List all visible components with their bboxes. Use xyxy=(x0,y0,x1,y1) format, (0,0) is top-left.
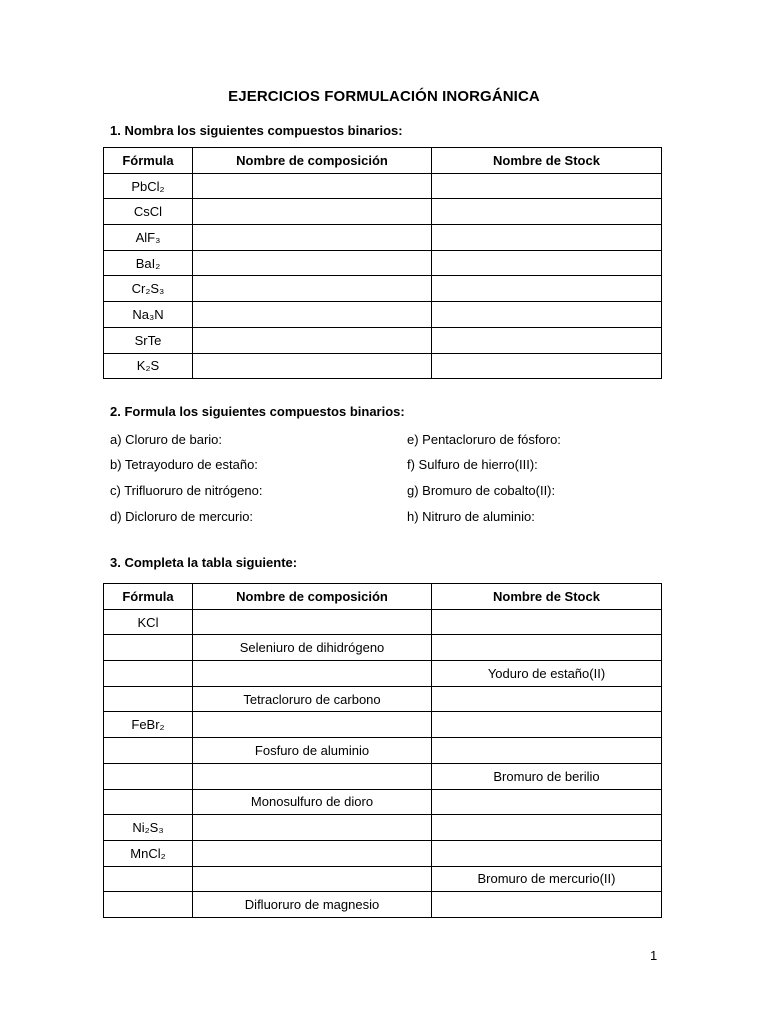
stock-cell xyxy=(432,840,662,866)
table-row xyxy=(104,327,662,353)
formula-cell: Cr₂S₃ xyxy=(104,276,193,302)
stock-cell: Yoduro de estaño(II) xyxy=(432,661,662,687)
stock-cell xyxy=(432,199,662,225)
header-formula: Fórmula xyxy=(104,584,193,610)
formula-cell: BaI₂ xyxy=(104,250,193,276)
composition-cell xyxy=(193,712,432,738)
table-header-row xyxy=(104,148,662,174)
list-item: f) Sulfuro de hierro(III): xyxy=(407,457,538,472)
stock-cell: Bromuro de mercurio(II) xyxy=(432,866,662,892)
composition-cell xyxy=(193,276,432,302)
header-composition-name: Nombre de composición xyxy=(193,584,432,610)
formula-cell xyxy=(104,789,193,815)
composition-cell: Tetracloruro de carbono xyxy=(193,686,432,712)
list-item: a) Cloruro de bario: xyxy=(110,432,222,447)
stock-cell xyxy=(432,892,662,918)
table-row xyxy=(104,635,662,661)
formula-cell xyxy=(104,892,193,918)
stock-cell xyxy=(432,327,662,353)
list-item: d) Dicloruro de mercurio: xyxy=(110,509,254,524)
list-item: h) Nitruro de aluminio: xyxy=(407,509,535,524)
stock-cell xyxy=(432,353,662,379)
stock-cell xyxy=(432,738,662,764)
composition-cell xyxy=(193,763,432,789)
stock-cell xyxy=(432,250,662,276)
table-row xyxy=(104,173,662,199)
stock-cell xyxy=(432,635,662,661)
composition-cell xyxy=(193,866,432,892)
formula-cell xyxy=(104,866,193,892)
table-row xyxy=(104,302,662,328)
stock-cell xyxy=(432,815,662,841)
section3-table xyxy=(103,583,662,918)
header-stock-name: Nombre de Stock xyxy=(432,148,662,174)
table-row xyxy=(104,276,662,302)
formula-cell xyxy=(104,738,193,764)
formula-cell: Ni₂S₃ xyxy=(104,815,193,841)
list-item: b) Tetrayoduro de estaño: xyxy=(110,457,258,472)
table-row xyxy=(104,353,662,379)
table-row xyxy=(104,840,662,866)
stock-cell xyxy=(432,712,662,738)
formula-cell: SrTe xyxy=(104,327,193,353)
stock-cell xyxy=(432,686,662,712)
stock-cell xyxy=(432,302,662,328)
formula-cell xyxy=(104,661,193,687)
formula-cell xyxy=(104,686,193,712)
table-row xyxy=(104,892,662,918)
table-row xyxy=(104,609,662,635)
composition-cell xyxy=(193,327,432,353)
table-row xyxy=(104,250,662,276)
formula-cell: AlF₃ xyxy=(104,225,193,251)
formula-cell: Na₃N xyxy=(104,302,193,328)
formula-cell: PbCl₂ xyxy=(104,173,193,199)
table-row xyxy=(104,225,662,251)
page-title: EJERCICIOS FORMULACIÓN INORGÁNICA xyxy=(228,88,540,105)
composition-cell xyxy=(193,199,432,225)
composition-cell xyxy=(193,609,432,635)
composition-cell: Fosfuro de aluminio xyxy=(193,738,432,764)
header-composition-name: Nombre de composición xyxy=(193,148,432,174)
composition-cell xyxy=(193,173,432,199)
list-item: g) Bromuro de cobalto(II): xyxy=(407,483,556,498)
formula-cell: CsCl xyxy=(104,199,193,225)
section1-heading: 1. Nombra los siguientes compuestos binarios: xyxy=(110,123,403,138)
table-row xyxy=(104,686,662,712)
stock-cell xyxy=(432,225,662,251)
formula-cell xyxy=(104,763,193,789)
stock-cell xyxy=(432,173,662,199)
formula-cell: MnCl₂ xyxy=(104,840,193,866)
formula-cell xyxy=(104,635,193,661)
composition-cell xyxy=(193,302,432,328)
formula-cell: KCl xyxy=(104,609,193,635)
stock-cell xyxy=(432,609,662,635)
section3-heading: 3. Completa la tabla siguiente: xyxy=(110,555,298,570)
formula-cell: FeBr₂ xyxy=(104,712,193,738)
composition-cell xyxy=(193,661,432,687)
stock-cell: Bromuro de berilio xyxy=(432,763,662,789)
composition-cell: Monosulfuro de dioro xyxy=(193,789,432,815)
table-row xyxy=(104,789,662,815)
formula-cell: K₂S xyxy=(104,353,193,379)
table-row xyxy=(104,866,662,892)
list-item: c) Trifluoruro de nitrógeno: xyxy=(110,483,263,498)
composition-cell xyxy=(193,353,432,379)
table-row xyxy=(104,199,662,225)
composition-cell xyxy=(193,815,432,841)
composition-cell xyxy=(193,250,432,276)
stock-cell xyxy=(432,789,662,815)
list-item: e) Pentacloruro de fósforo: xyxy=(407,432,561,447)
table-row xyxy=(104,738,662,764)
stock-cell xyxy=(432,276,662,302)
table-row xyxy=(104,815,662,841)
section2-heading: 2. Formula los siguientes compuestos binarios: xyxy=(110,404,405,419)
table-row xyxy=(104,661,662,687)
composition-cell: Difluoruro de magnesio xyxy=(193,892,432,918)
section1-table xyxy=(103,147,662,379)
page-number: 1 xyxy=(650,948,658,963)
header-formula: Fórmula xyxy=(104,148,193,174)
composition-cell xyxy=(193,225,432,251)
table-header-row xyxy=(104,584,662,610)
table-row xyxy=(104,712,662,738)
table-row xyxy=(104,763,662,789)
header-stock-name: Nombre de Stock xyxy=(432,584,662,610)
composition-cell xyxy=(193,840,432,866)
composition-cell: Seleniuro de dihidrógeno xyxy=(193,635,432,661)
